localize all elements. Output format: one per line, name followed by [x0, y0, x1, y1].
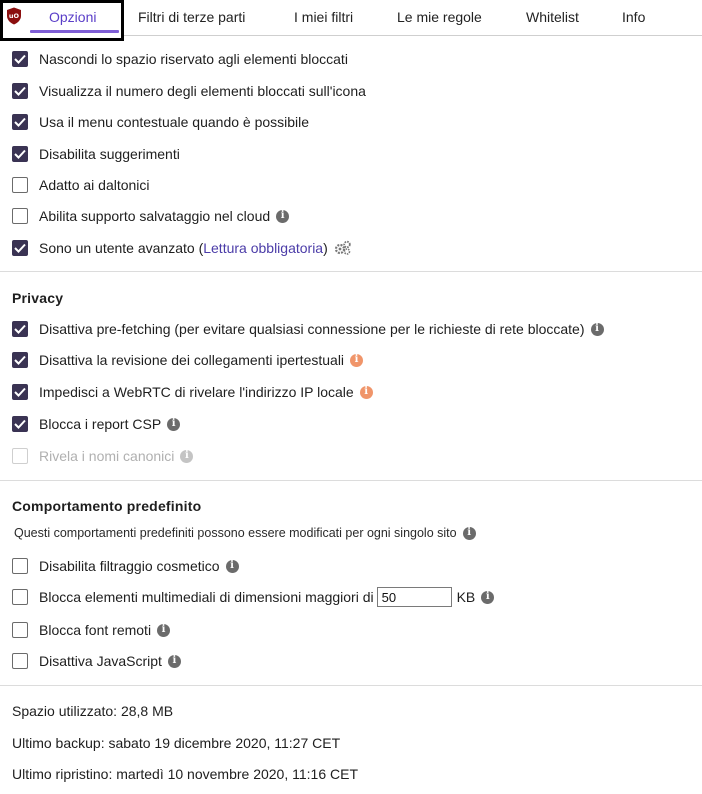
info-icon[interactable]: i	[463, 527, 476, 540]
option-advanced-user[interactable]	[12, 238, 352, 258]
info-icon[interactable]: i	[360, 386, 373, 399]
defaults-heading: Comportamento predefinito	[12, 498, 202, 514]
info-icon[interactable]: i	[276, 210, 289, 223]
tab-info[interactable]: Info	[622, 9, 646, 25]
option-color-blind[interactable]	[12, 175, 150, 195]
active-tab-indicator	[30, 30, 119, 33]
csp-reports-checkbox[interactable]	[12, 416, 28, 432]
option-disable-tooltips[interactable]	[12, 144, 180, 164]
info-icon[interactable]: i	[350, 354, 363, 367]
last-restore: Ultimo ripristino: martedì 10 novembre 2020, 11:16 CET	[12, 766, 359, 782]
option-show-icon-badge[interactable]	[12, 81, 366, 101]
storage-used: Spazio utilizzato: 28,8 MB	[12, 703, 174, 719]
section-divider	[0, 685, 702, 686]
defaults-note	[14, 526, 476, 540]
cloud-storage-checkbox[interactable]	[12, 208, 28, 224]
option-cosmetic[interactable]	[12, 556, 239, 576]
disable-tooltips-checkbox[interactable]	[12, 146, 28, 162]
gears-icon[interactable]	[334, 240, 352, 256]
webrtc-checkbox[interactable]	[12, 384, 28, 400]
tab-miei-filtri[interactable]: I miei filtri	[294, 9, 354, 25]
media-label: Blocca elementi multimediali di dimensioni maggiori di	[39, 589, 374, 605]
info-icon[interactable]: i	[481, 591, 494, 604]
option-webrtc[interactable]	[12, 382, 373, 402]
section-divider	[0, 271, 702, 272]
cname-label: Rivela i nomi canonici	[39, 448, 175, 464]
svg-text:uO: uO	[8, 12, 20, 20]
required-reading-link[interactable]: Lettura obbligatoria	[203, 240, 324, 256]
hide-placeholders-checkbox[interactable]	[12, 51, 28, 67]
javascript-checkbox[interactable]	[12, 653, 28, 669]
option-cname	[12, 446, 193, 466]
csp-reports-label: Blocca i report CSP	[39, 416, 162, 432]
cname-checkbox	[12, 448, 28, 464]
option-prefetching[interactable]	[12, 319, 604, 339]
cloud-storage-label: Abilita supporto salvataggio nel cloud	[39, 208, 271, 224]
privacy-heading: Privacy	[12, 290, 64, 306]
advanced-user-close: )	[323, 240, 328, 256]
info-icon[interactable]: i	[591, 323, 604, 336]
tab-whitelist[interactable]: Whitelist	[526, 9, 579, 25]
show-icon-badge-label: Visualizza il numero degli elementi bloccati sull'icona	[39, 83, 366, 99]
hyperlink-auditing-checkbox[interactable]	[12, 352, 28, 368]
cosmetic-label: Disabilita filtraggio cosmetico	[39, 558, 220, 574]
disable-tooltips-label: Disabilita suggerimenti	[39, 146, 180, 162]
tab-opzioni[interactable]: Opzioni	[49, 9, 97, 25]
defaults-note-text: Questi comportamenti predefiniti possono essere modificati per ogni singolo sito	[14, 526, 457, 540]
fonts-checkbox[interactable]	[12, 622, 28, 638]
advanced-user-label	[39, 240, 328, 256]
color-blind-label: Adatto ai daltonici	[39, 177, 150, 193]
last-backup: Ultimo backup: sabato 19 dicembre 2020, 11:27 CET	[12, 735, 341, 751]
info-icon[interactable]: i	[226, 560, 239, 573]
tab-bar	[0, 0, 702, 36]
fonts-label: Blocca font remoti	[39, 622, 152, 638]
info-icon[interactable]: i	[157, 624, 170, 637]
prefetching-checkbox[interactable]	[12, 321, 28, 337]
option-media[interactable]	[12, 587, 494, 607]
info-icon[interactable]: i	[168, 655, 181, 668]
option-context-menu[interactable]	[12, 112, 309, 132]
advanced-user-text: Sono un utente avanzato (	[39, 240, 204, 256]
tab-filtri-terze-parti[interactable]: Filtri di terze parti	[138, 9, 246, 25]
cosmetic-checkbox[interactable]	[12, 558, 28, 574]
show-icon-badge-checkbox[interactable]	[12, 83, 28, 99]
media-unit: KB	[456, 589, 476, 605]
prefetching-label: Disattiva pre-fetching (per evitare qualsiasi connessione per le richieste di rete bloccate)	[39, 321, 585, 337]
option-fonts[interactable]	[12, 620, 170, 640]
color-blind-checkbox[interactable]	[12, 177, 28, 193]
section-divider	[0, 480, 702, 481]
info-icon[interactable]: i	[167, 418, 180, 431]
option-hide-placeholders[interactable]	[12, 49, 348, 69]
media-size-input[interactable]	[377, 587, 452, 607]
media-checkbox[interactable]	[12, 589, 28, 605]
context-menu-checkbox[interactable]	[12, 114, 28, 130]
option-csp-reports[interactable]	[12, 414, 180, 434]
option-hyperlink-auditing[interactable]	[12, 350, 363, 370]
info-icon[interactable]: i	[180, 450, 193, 463]
hyperlink-auditing-label: Disattiva la revisione dei collegamenti ipertestuali	[39, 352, 345, 368]
advanced-user-checkbox[interactable]	[12, 240, 28, 256]
option-javascript[interactable]	[12, 651, 181, 671]
ublock-logo-icon	[6, 7, 22, 25]
tab-mie-regole[interactable]: Le mie regole	[397, 9, 482, 25]
option-cloud-storage[interactable]	[12, 206, 289, 226]
javascript-label: Disattiva JavaScript	[39, 653, 162, 669]
context-menu-label: Usa il menu contestuale quando è possibile	[39, 114, 310, 130]
webrtc-label: Impedisci a WebRTC di rivelare l'indirizzo IP locale	[39, 384, 354, 400]
hide-placeholders-label: Nascondi lo spazio riservato agli elementi bloccati	[39, 51, 348, 67]
